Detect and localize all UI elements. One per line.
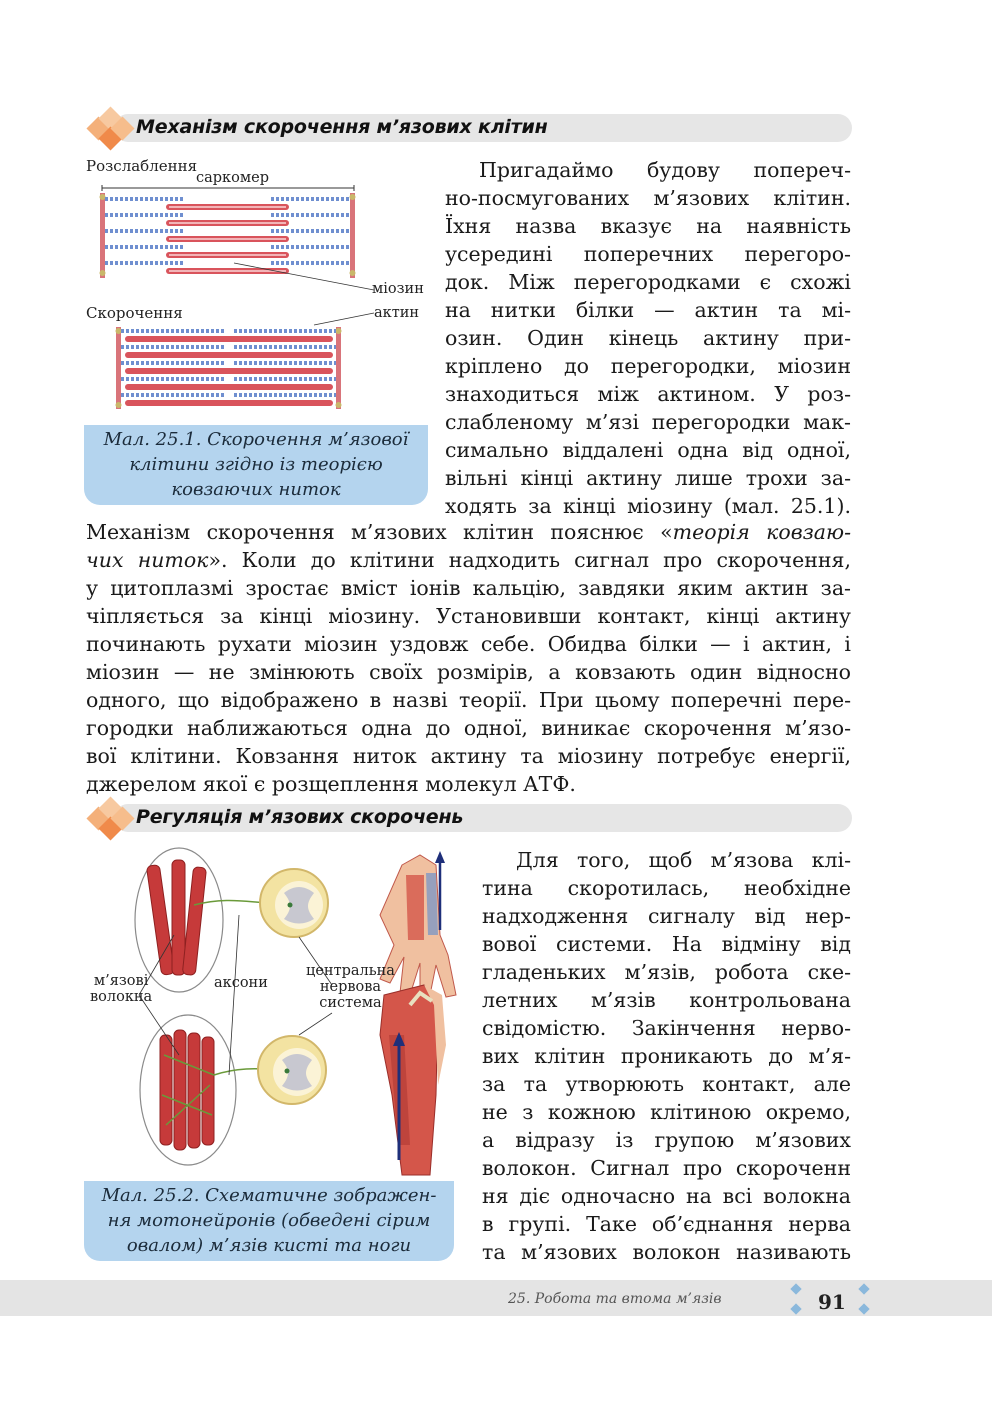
section-title: Регуляція м’язових скорочень [136,806,464,828]
paragraph-sliding-theory: Механізм скорочення м’язових клітин пояснює «теорія ковзаю- чих ниток». Коли до клітини надходить сигнал про скорочення, у цитоплазмі зростає вміст іонів кальцію, завдяки яким актин за- чіпляється за кінці міозину. Установивши контакт, кінці актину починають рухати міозин уздовж себе. Обидва білки — і актин, і міозин — не змінюють своїх розмірів, а ковзають один відносно одного, що відображено в назві теорії. При цьому поперечні пере- городки наближаються одна до одної, виникає скорочення м’язо- вої клітини. Ковзання ниток актину та міозину потребує енергії, джерелом якої є розщеплення молекул АТФ. [86,520,852,796]
figure-sarcomere [84,155,434,505]
label-relaxed: Розслаблення [86,157,198,175]
label-myosin: міозин [372,281,424,297]
page-number: 91 [818,1290,846,1314]
figure-caption-25-2: Мал. 25.2. Схематичне зображен- ня мотонейронів (обведені сірим овалом) м’язів кисті та ноги [84,1181,454,1261]
footer-chapter-title: 25. Робота та втома м’язів [508,1291,722,1307]
sarcomere-diagram [84,155,434,430]
label-axons: аксони [214,975,268,991]
section-title: Механізм скорочення м’язових клітин [136,116,548,138]
label-muscle-fibers: м’язові волокна [90,973,153,1005]
label-actin: актин [374,305,420,321]
motoneuron-diagram [84,845,459,1180]
figure-motoneurons [84,845,459,1260]
label-cns: центральна нервова система [306,963,395,1011]
label-contracted: Скорочення [86,304,183,322]
paragraph-intro: Пригадаймо будову попереч- но-посмугованих м’язових клітин. Їхня назва вказує на наявність усередині поперечних перегоро- док. Між перегородками є схожі на нитки білки — актин та мі- озин. Один кінець актину при- кріплено до перегородки, міозин знаходиться між актином. У роз- слабленому м’язі перегородки мак- симально віддалені одна від одної, вільні кінці актину лише трохи за- ходять за кінці міозину (мал. 25.1). [445,158,851,518]
paragraph-regulation: Для того, щоб м’язова клі- тина скоротилась, необхідне надходження сигналу від нер- вової системи. На відміну від гладеньких м’язів, робота ске- летних м’язів контрольована свідомістю. Закінчення нерво- вих клітин проникають до м’я- за та утворюють контакт, але не з кожною клітиною окремо, а відразу із групою м’язових волокон. Сигнал про скороченн ня діє одночасно на всі волокна в групі. Таке об’єднання нерва та м’язових волокон називають [482,848,851,1264]
section-heading-mechanism [84,110,852,146]
section-heading-regulation [84,800,852,836]
figure-caption-25-1: Мал. 25.1. Скорочення м’язової клітини згідно із теорією ковзаючих ниток [84,425,428,505]
label-sarcomere: саркомер [196,170,269,186]
